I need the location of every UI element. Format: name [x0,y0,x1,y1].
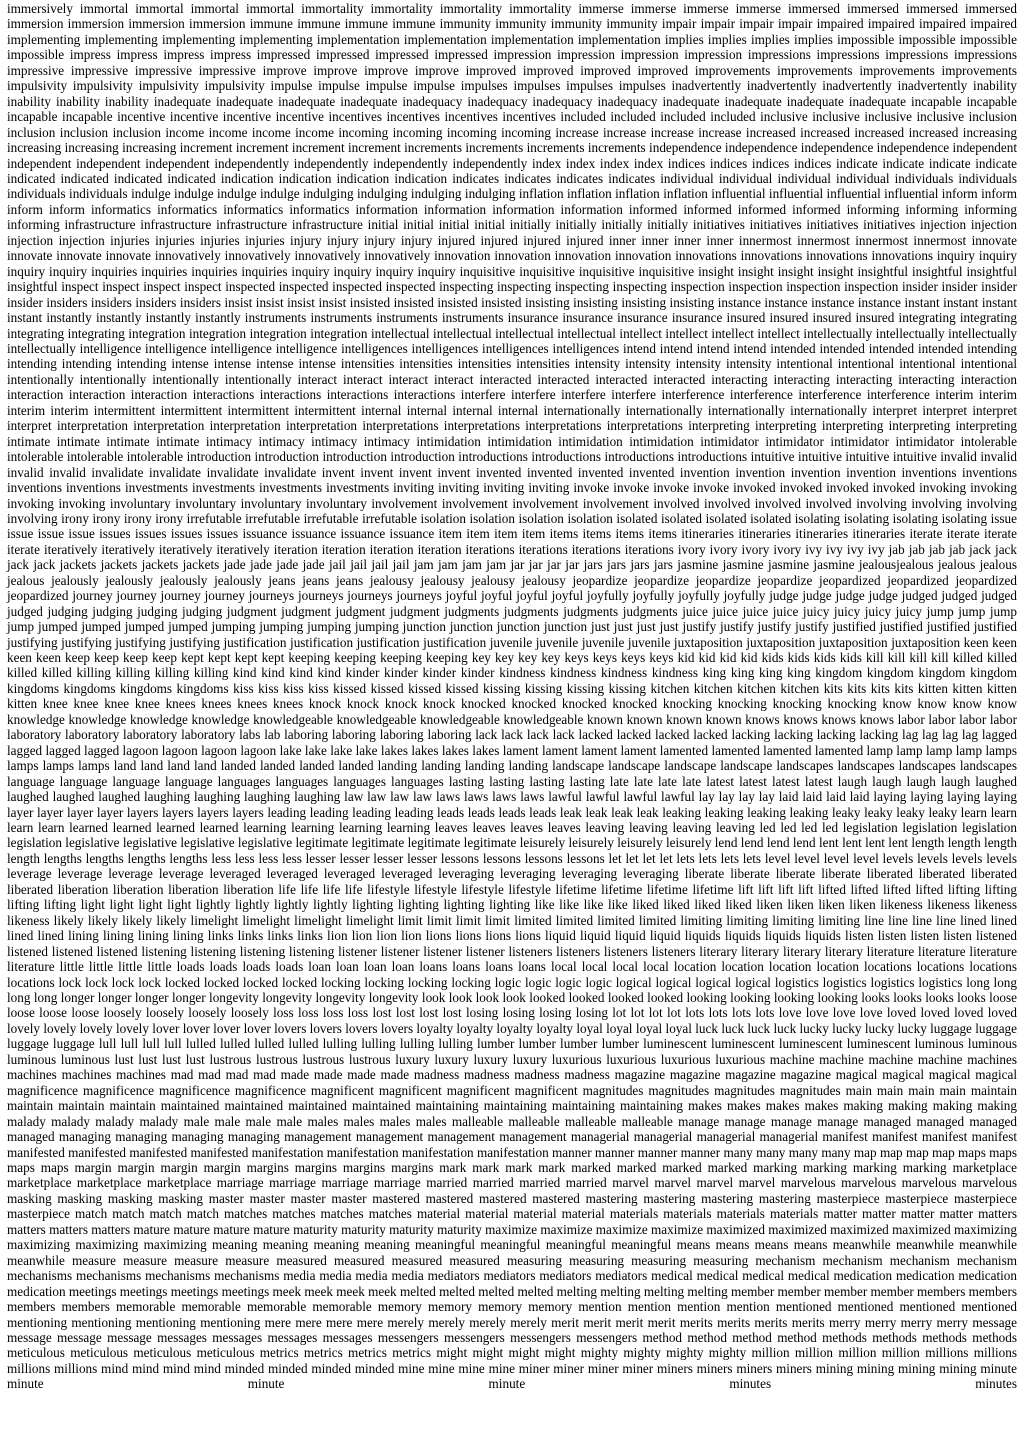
word-list-text: immersively immortal immortal immortal immortal immortality immortality immortality immortality immerse immerse immerse immerse immersed immersed immersed immersed immersion immersion immersion immersion immune immune immune immune immunity immunity immunity immunity impair impair impair impair impaired impaired impaired impaired implementing implementing implementing implementing implementation implementation implementation implementation implies implies implies implies impossible impossible impossible impossible impress impress impress impress impressed impressed impressed impressed impression impression impression impression impressions impressions impressions impressions impressive impressive impressive impressive improve improve improve improve improved improved improved improved improvements improvements improvements improvements impulsivity impulsivity impulsivity impulsivity impulse impulse impulse impulse impulses impulses impulses impulses inadvertently inadvertently inadvertently inadvertently inability inability inability inability inadequate inadequate inadequate inadequate inadequacy inadequacy inadequacy inadequacy inadequate inadequate inadequate inadequate incapable incapable incapable incapable incentive incentive incentive incentive incentives incentives incentives incentives included included included included inclusive inclusive inclusive inclusive inclusion inclusion inclusion inclusion income income income income incoming incoming incoming incoming increase increase increase increase increased increased increased increased increasing increasing increasing increasing increment increment increment increment increments increments increments increments independence independence independence independence independent independent independent independent independently independently independently independently index index index index indices indices indices indices indicate indicate indicate indicate indicated indicated indicated indicated indication indication indication indication indicates indicates indicates indicates individual individual individual individual individuals individuals individuals individuals indulge indulge indulge indulge indulging indulging indulging indulging inflation inflation inflation inflation influential influential influential influential inform inform inform inform informatics informatics informatics informatics information information information information informed informed informed informed informing informing informing informing infrastructure infrastructure infrastructure infrastructure initial initial initial initial initially initially initially initially initiatives initiatives initiatives initiatives injection injection injection injection injuries injuries injuries injuries injury injury injury injury injured injured injured injured inner inner inner inner innermost innermost innermost innermost innovate innovate innovate innovate innovatively innovatively innovatively innovatively innovation innovation innovation innovation innovations innovations innovations innovations inquiry inquiry inquiry inquiry inquiries inquiries inquiries inquiries inquiry inquiry inquiry inquiry inquisitive inquisitive inquisitive inquisitive insight insight insight insight insightful insightful insightful insightful inspect inspect inspect inspect inspected inspected inspected inspected inspecting inspecting inspecting inspecting inspection inspection inspection inspection insider insider insider insider insiders insiders insiders insiders insist insist insist insist insisted insisted insisted insisted insisting insisting insisting insisting instance instance instance instance instant instant instant instant instantly instantly instantly instantly instruments instruments instruments instruments insurance insurance insurance insurance insured insured insured insured integrating integrating integrating integrating integration integration integration integration intellectual intellectual intellectual intellectual intellect intellect intellect intellect intellectually intellectually intellectually intellectually intelligence intelligence intelligence intelligence intelligences intelligences intelligences intelligences intend intend intend intend intended intended intended intended intending intending intending intending intense intense intense intense intensities intensities intensities intensities intensity intensity intensity intensity intentional intentional intentional intentional intentionally intentionally intentionally intentionally interact interact interact interact interacted interacted interacted interacted interacting interacting interacting interacting interaction interaction interaction interaction interactions interactions interactions interactions interfere interfere interfere interfere interference interference interference interference interim interim interim interim intermittent intermittent intermittent intermittent internal internal internal internal internationally internationally internationally internationally interpret interpret interpret interpret interpretation interpretation interpretation interpretation interpretations interpretations interpretations interpretations interpreting interpreting interpreting interpreting interpreting intimate intimate intimate intimate intimacy intimacy intimacy intimacy intimidation intimidation intimidation intimidation intimidator intimidator intimidator intimidator intolerable intolerable intolerable intolerable introduction introduction introduction introduction introductions introductions introductions introductions intuitive intuitive intuitive intuitive invalid invalid invalid invalid invalidate invalidate invalidate invalidate invent invent invent invent invented invented invented invented invention invention invention invention inventions inventions inventions inventions investments investments investments investments inviting inviting inviting inviting invoke invoke invoke invoke invoked invoked invoked invoked invoking invoking invoking invoking involuntary involuntary involuntary involuntary involvement involvement involvement involvement involved involved involved involved involving involving involving involving irony irony irony irony irrefutable irrefutable irrefutable irrefutable isolation isolation isolation isolation isolated isolated isolated isolated isolating isolating isolating isolating issue issue issue issue issues issues issues issues issuance issuance issuance issuance item item item item items items items items itineraries itineraries itineraries itineraries iterate iterate iterate iterate iteratively iteratively iteratively iteratively iteration iteration iteration iteration iterations iterations iterations iterations ivory ivory ivory ivory ivy ivy ivy ivy jab jab jab jab jack jack jack jack jackets jackets jackets jackets jade jade jade jade jail jail jail jail jam jam jam jam jar jar jar jar jars jars jars jars jasmine jasmine jasmine jasmine jealousjealous jealous jealous jealous jealously jealously jealously jealously jeans jeans jeans jealousy jealousy jealousy jealousy jeopardize jeopardize jeopardize jeopardize jeopardized jeopardized jeopardized jeopardized journey journey journey journey journeys journeys journeys journeys joyful joyful joyful joyful joyfully joyfully joyfully joyfully judge judge judge judge judged judged judged judged judging judging judging judging judgment judgment judgment judgment judgments judgments judgments judgments juice juice juice juice juicy juicy juicy juicy jump jump jump jump jumped jumped jumped jumped jumping jumping jumping jumping junction junction junction junction just just just just justify justify justify justify justified justified justified justified justifying justifying justifying justifying justification justification justification justification juvenile juvenile juvenile juvenile juxtaposition juxtaposition juxtaposition juxtaposition keen keen keen keen keep keep keep keep kept kept kept kept keeping keeping keeping keeping key key key key keys keys keys keys kid kid kid kid kids kids kids kids kill kill kill kill killed killed killed killed killing killing killing killing kind kind kind kind kinder kinder kinder kinder kindness kindness kindness kindness king king king king kingdom kingdom kingdom kingdom kingdoms kingdoms kingdoms kingdoms kiss kiss kiss kiss kissed kissed kissed kissed kissing kissing kissing kissing kitchen kitchen kitchen kitchen kits kits kits kits kitten kitten kitten kitten knee knee knee knee knees knees knees knees knock knock knock knock knocked knocked knocked knocked knocking knocking knocking knocking know know know know knowledge knowledge knowledge knowledge knowledgeable knowledgeable knowledgeable knowledgeable known known known known knows knows knows knows labor labor labor labor laboratory laboratory laboratory laboratory labs lab laboring laboring laboring laboring lack lack lack lack lacked lacked lacked lacked lacking lacking lacking lacking lag lag lag lag lagged lagged lagged lagged lagoon lagoon lagoon lagoon lake lake lake lake lakes lakes lakes lakes lament lament lament lament lamented lamented lamented lamented lamp lamp lamp lamp lamps lamps lamps lamps land land land land landed landed landed landed landing landing landing landing landscape landscape landscape landscape landscapes landscapes landscapes landscapes language language language language languages languages languages languages lasting lasting lasting lasting late late late late latest latest latest latest laugh laugh laugh laugh laughed laughed laughed laughed laughing laughing laughing laughing law law law law laws laws laws laws lawful lawful lawful lawful lay lay lay lay laid laid laid laid laying laying laying laying layer layer layer layer layers layers layers layers leading leading leading leading leads leads leads leads leak leak leak leak leaking leaking leaking leaking leaky leaky leaky leaky learn learn learn learn learned learned learned learned learning learning learning learning leaves leaves leaves leaves leaving leaving leaving leaving led led led led legislation legislation legislation legislation legislative legislative legislative legislative legitimate legitimate legitimate legitimate leisurely leisurely leisurely leisurely lend lend lend lend lent lent lent lent length length length length lengths lengths lengths lengths less less less less lesser lesser lesser lesser lessons lessons lessons lessons let let let let lets lets lets lets level level level level levels levels levels levels leverage leverage leverage leverage leveraged leveraged leveraged leveraged leveraging leveraging leveraging leveraging liberate liberate liberate liberate liberated liberated liberated liberated liberation liberation liberation liberation life life life life lifestyle lifestyle lifestyle lifestyle lifetime lifetime lifetime lifetime lift lift lift lift lifted lifted lifted lifted lifting lifting lifting lifting light light light light lightly lightly lightly lightly lighting lighting lighting lighting like like like like liked liked liked liked liken liken liken liken likeness likeness likeness likeness likely likely likely likely limelight limelight limelight limelight limit limit limit limit limited limited limited limited limiting limiting limiting limiting line line line line lined lined lined lined lining lining lining lining links links links links lion lion lion lion lions lions lions lions liquid liquid liquid liquid liquids liquids liquids liquids listen listen listen listen listened listened listened listened listening listening listening listening listener listener listener listener listeners listeners listeners listeners literary literary literary literary literature literature literature literature little little little little loads loads loads loads loan loan loan loan loans loans loans loans local local local local location location location location locations locations locations locations lock lock lock lock locked locked locked locked locking locking locking locking logic logic logic logic logical logical logical logical logistics logistics logistics logistics long long long long longer longer longer longer longevity longevity longevity longevity look look look look looked looked looked looked looking looking looking looking looks looks looks looks loose loose loose loose loosely loosely loosely loosely loss loss loss loss lost lost lost lost losing losing losing losing lot lot lot lot lots lots lots lots love love love love loved loved loved loved lovely lovely lovely lovely lover lover lover lover lovers lovers lovers lovers loyalty loyalty loyalty loyalty loyal loyal loyal loyal luck luck luck luck lucky lucky lucky lucky luggage luggage luggage luggage lull lull lull lull lulled lulled lulled lulled lulling lulling lulling lulling lumber lumber lumber lumber luminescent luminescent luminescent luminescent luminous luminous luminous luminous lust lust lust lust lustrous lustrous lustrous lustrous luxury luxury luxury luxury luxurious luxurious luxurious luxurious machine machine machine machine machines machines machines machines mad mad mad mad made made made made madness madness madness madness magazine magazine magazine magazine magical magical magical magical magnificence magnificence magnificence magnificence magnificent magnificent magnificent magnificent magnitudes magnitudes magnitudes magnitudes main main main main maintain maintain maintain maintain maintained maintained maintained maintained maintaining maintaining maintaining maintaining makes makes makes makes making making making making malady malady malady malady male male male male males males males males malleable malleable malleable malleable manage manage manage manage managed managed managed managed managing managing managing managing management management management management managerial managerial managerial managerial manifest manifest manifest manifest manifested manifested manifested manifested manifestation manifestation manifestation manifestation manner manner manner manner many many many many map map map map maps maps maps maps margin margin margin margin margins margins margins margins mark mark mark mark marked marked marked marked marking marking marking marking marketplace marketplace marketplace marketplace marriage marriage marriage marriage married married married married marvel marvel marvel marvel marvelous marvelous marvelous marvelous masking masking masking masking master master master master mastered mastered mastered mastered mastering mastering mastering mastering masterpiece masterpiece masterpiece masterpiece match match match match matches matches matches matches material material material material materials materials materials materials matter matter matter matter matters matters matters matters mature mature mature mature maturity maturity maturity maturity maximize maximize maximize maximize maximized maximized maximized maximized maximizing maximizing maximizing maximizing meaning meaning meaning meaning meaningful meaningful meaningful meaningful means means means means meanwhile meanwhile meanwhile meanwhile measure measure measure measure measured measured measured measured measuring measuring measuring measuring mechanism mechanism mechanism mechanism mechanisms mechanisms mechanisms mechanisms media media media media mediators mediators mediators mediators medical medical medical medical medication medication medication medication meetings meetings meetings meetings meek meek meek meek melted melted melted melted melting melting melting melting member member member member members members members members memorable memorable memorable memorable memory memory memory memory mention mention mention mention mentioned mentioned mentioned mentioned mentioning mentioning mentioning mentioning mere mere mere mere merely merely merely merely merit merit merit merit merits merits merits merits merry merry merry merry message message message message messages messages messages messages messengers messengers messengers messengers method method method method methods methods methods methods meticulous meticulous meticulous meticulous metrics metrics metrics metrics might might might might mighty mighty mighty mighty million million million million millions millions millions millions mind mind mind mind minded minded minded minded mine mine mine mine miner miner miner miner miners miners miners miners mining mining mining mining minute minute minute minute minutes minutes [7,1,1018,1392]
